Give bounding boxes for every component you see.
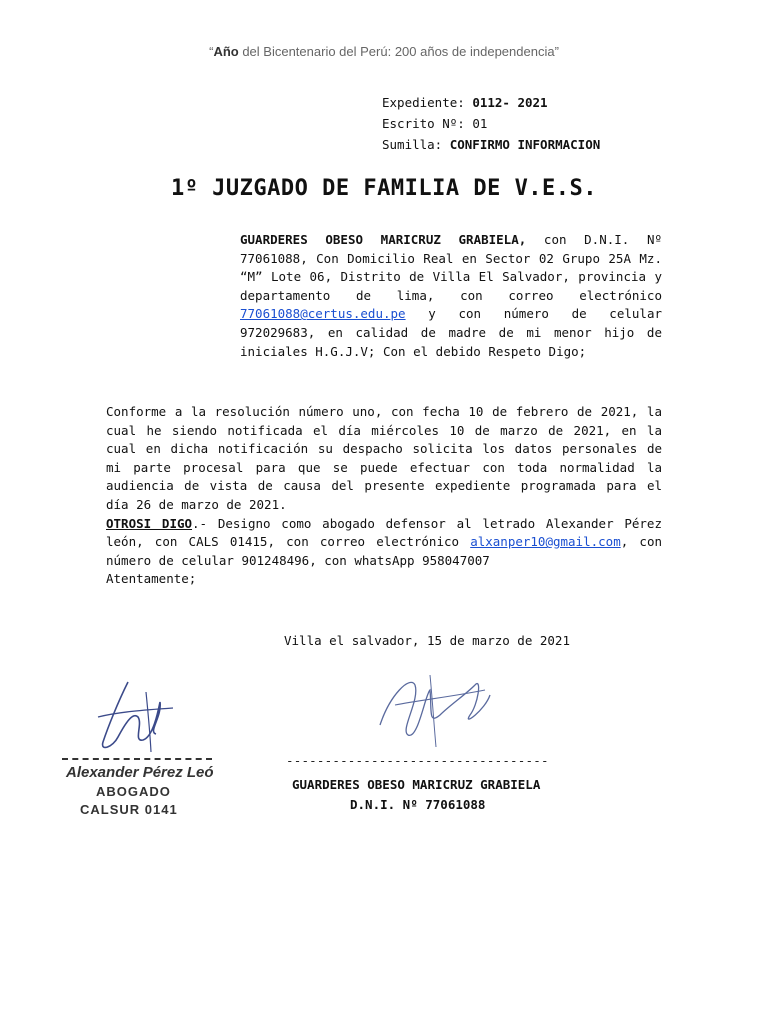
petitioner-name: GUARDERES OBESO MARICRUZ GRABIELA, [240, 232, 527, 247]
lawyer-email-link[interactable]: alxanper10@gmail.com [470, 534, 621, 550]
case-metadata [382, 92, 600, 155]
date-line: Villa el salvador, 15 de marzo de 2021 [284, 633, 570, 648]
signature-line: ---------------------------------- [286, 753, 549, 768]
sumilla-line: Sumilla: CONFIRMO INFORMACION [382, 137, 601, 152]
main-paragraph: Conforme a la resolución número uno, con fecha 10 de febrero de 2021, la cual he siendo notificada el día miércoles 10 de marzo de 2021, en la cual en dicha notificación su despacho solicita los datos personales de mi parte procesal para que se puede efectuar con toda normalidad la audiencia de vista de causa del presente expediente programada para el día 26 de marzo de 2021. [106, 404, 662, 512]
stamp-lawyer-name: Alexander Pérez Leó [66, 764, 214, 781]
otrosi-label: OTROSI DIGO [106, 515, 193, 531]
lawyer-stamp [62, 740, 222, 830]
intro-paragraph: GUARDERES OBESO MARICRUZ GRABIELA, con D.N.I. Nº 77061088, Con Domicilio Real en Sector 02 Grupo 25A Mz. “M” Lote 06, Distrito de Villa El Salvador, provincia y departamento de lima, con correo electrónico 77061088@certus.edu.pe y con número de celular 972029683, en calidad de madre de mi menor hijo de iniciales H.G.J.V; Con el debido Respeto Digo; [240, 232, 663, 359]
signer-name: GUARDERES OBESO MARICRUZ GRABIELA [292, 777, 541, 792]
body-text [106, 403, 662, 589]
escrito-line: Escrito Nº: 01 [382, 116, 488, 131]
otrosi-paragraph: OTROSI DIGO.- Designo como abogado defensor al letrado Alexander Pérez león, con CALS 01415, con correo electrónico alxanper10@gmail.com, con número de celular 901248496, con whatsApp 958047007 [106, 515, 662, 568]
petitioner-signature-icon [370, 655, 500, 755]
signer-dni: D.N.I. Nº 77061088 [350, 797, 486, 812]
stamp-divider [62, 758, 212, 760]
year-motto: “Año del Bicentenario del Perú: 200 años de independencia” [209, 44, 559, 59]
closing: Atentamente; [106, 571, 197, 587]
stamp-cal-number: CALSUR 0141 [80, 802, 178, 817]
petitioner-email-link[interactable]: 77061088@certus.edu.pe [240, 306, 406, 322]
stamp-role: ABOGADO [96, 784, 171, 799]
expediente-line: Expediente: 0112- 2021 [382, 95, 548, 110]
court-title: 1º JUZGADO DE FAMILIA DE V.E.S. [170, 176, 598, 201]
